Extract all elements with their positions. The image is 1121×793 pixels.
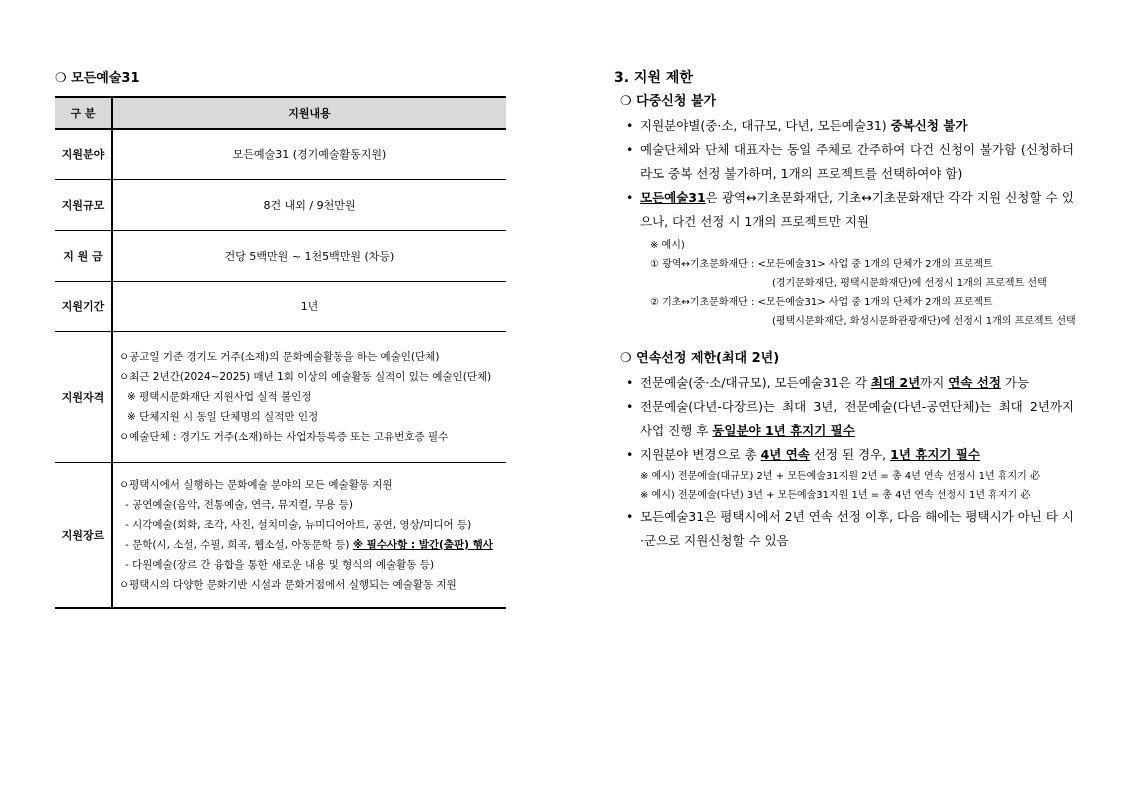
genre-list <box>112 462 506 608</box>
bullet-emphasis: 중복신청 불가 <box>890 118 968 133</box>
subsection-consecutive-limit: ❍ 연속선정 제한(최대 2년) <box>620 351 780 366</box>
note-line: ② 기초↔기초문화재단 : <모든예술31> 사업 중 1개의 단체가 2개의 프로젝트 <box>650 297 993 308</box>
bullet-emphasis: 연속 선정 <box>948 375 1001 390</box>
bullet-item <box>614 114 1074 138</box>
table-row <box>55 230 506 281</box>
genre-line: ㅇ평택시에서 실행하는 문화예술 분야의 모든 예술활동 지원 <box>119 478 393 491</box>
qual-line: ※ 평택시문화재단 지원사업 실적 불인정 <box>127 390 312 403</box>
note-line: ※ 예시) 전문예술(대규모) 2년 + 모든예술31지원 2년 = 총 4년 연속 선정시 1년 휴지기 必 <box>640 471 1040 482</box>
table-header-row <box>55 97 506 129</box>
bullet-emphasis: 모든예술31 <box>640 190 706 205</box>
bullet-item: • 모든예술31은 평택시에서 2년 연속 선정 이후, 다음 해에는 평택시가 아닌 타 시·군으로 지원신청할 수 있음 <box>614 505 1074 553</box>
row-label: 지원분야 <box>55 129 112 179</box>
table-row-qualification <box>55 331 506 462</box>
required-note: ※ 필수사항 : 발간(출판) 행사 <box>352 538 493 551</box>
genre-line: - 다원예술(장르 간 융합을 통한 새로운 내용 및 형식의 예술활동 등) <box>125 558 435 571</box>
genre-line-literature <box>119 535 506 555</box>
note-line: ※ 예시) 전문예술(다년) 3년 + 모든예술31지원 1년 = 총 4년 연속 선정시 1년 휴지기 必 <box>640 490 1031 501</box>
bullet-text: 가능 <box>1000 375 1030 390</box>
bullet-text: 지원분야별(중·소, 대규모, 다년, 모든예술31) <box>640 118 891 133</box>
qual-line: ㅇ공고일 기준 경기도 거주(소재)의 문화예술활동을 하는 예술인(단체) <box>119 350 440 363</box>
genre-line: - 시각예술(회화, 조각, 사진, 설치미술, 뉴미디어아트, 공연, 영상/미디어 등) <box>125 518 472 531</box>
bullet-item: • 예술단체와 단체 대표자는 동일 주체로 간주하여 다건 신청이 불가함 (신청하더라도 중복 선정 불가하며, 1개의 프로젝트를 선택하여야 함) <box>614 138 1074 186</box>
genre-line: - 공연예술(음악, 전통예술, 연극, 뮤지컬, 무용 등) <box>125 498 353 511</box>
row-value: 모든예술31 (경기예술활동지원) <box>112 129 506 179</box>
bullet-text: 은 광역↔기초문화재단, 기초↔기초문화재단 각각 지원 신청할 수 있으나, 다건 선정 시 1개의 프로젝트만 지원 <box>640 190 1074 229</box>
subsection-multiple-application: ❍ 다중신청 불가 <box>620 94 717 109</box>
row-label: 지원장르 <box>55 462 112 608</box>
table-row <box>55 129 506 179</box>
row-label: 지원자격 <box>55 331 112 462</box>
bullet-text: 까지 <box>920 375 949 390</box>
section-title-all-arts: ❍ 모든예술31 <box>55 71 140 86</box>
bullet-emphasis: 최대 2년 <box>870 375 921 390</box>
bullet-emphasis: 1년 휴지기 필수 <box>890 447 980 462</box>
bullet-item <box>614 186 1074 234</box>
qualification-list <box>112 331 506 462</box>
left-column <box>55 68 506 609</box>
example-notes <box>614 236 1074 331</box>
qual-line: ※ 단체지원 시 동일 단체명의 실적만 인정 <box>127 410 319 423</box>
literature-text: - 문학(시, 소설, 수필, 희곡, 웹소설, 아동문학 등) <box>125 538 353 551</box>
support-table <box>55 96 506 609</box>
table-row-genre <box>55 462 506 608</box>
note-line: (경기문화재단, 평택시문화재단)에 선정시 1개의 프로젝트 선택 <box>772 278 1047 289</box>
row-value: 8건 내외 / 9천만원 <box>112 179 506 230</box>
bullet-text: 전문예술(중·소/대규모), 모든예술31은 각 <box>640 375 871 390</box>
note-line: (평택시문화재단, 화성시문화관광재단)에 선정시 1개의 프로젝트 선택 <box>772 316 1076 327</box>
table-row <box>55 179 506 230</box>
bullet-item <box>614 395 1074 443</box>
bullet-text: 선정 된 경우, <box>809 447 891 462</box>
row-label: 지 원 금 <box>55 230 112 281</box>
section-heading-restrictions: 3. 지원 제한 <box>614 70 693 86</box>
qual-line: ㅇ최근 2년간(2024~2025) 매년 1회 이상의 예술활동 실적이 있는 예술인(단체) <box>119 370 492 383</box>
genre-line: ㅇ평택시의 다양한 문화기반 시설과 문화거점에서 실행되는 예술활동 지원 <box>119 578 457 591</box>
qual-line: ㅇ예술단체 : 경기도 거주(소재)하는 사업자등록증 또는 고유번호증 필수 <box>119 430 449 443</box>
row-label: 지원규모 <box>55 179 112 230</box>
table-row <box>55 281 506 331</box>
bullet-emphasis: 동일분야 1년 휴지기 필수 <box>712 423 855 438</box>
header-content: 지원내용 <box>112 97 506 129</box>
bullet-emphasis: 4년 연속 <box>760 447 810 462</box>
bullet-item <box>614 443 1074 467</box>
example-notes <box>614 467 1074 505</box>
bullet-item <box>614 371 1074 395</box>
right-column <box>614 66 1074 553</box>
row-label: 지원기간 <box>55 281 112 331</box>
bullet-text: 지원분야 변경으로 총 <box>640 447 761 462</box>
note-line: ① 광역↔기초문화재단 : <모든예술31> 사업 중 1개의 단체가 2개의 프로젝트 <box>650 259 993 270</box>
bullet-text: 전문예술(다년-다장르)는 최대 3년, 전문예술(다년-공연단체)는 최대 2년까지 사업 진행 후 <box>640 399 1074 438</box>
header-category: 구 분 <box>55 97 112 129</box>
row-value: 1년 <box>112 281 506 331</box>
row-value: 건당 5백만원 ~ 1천5백만원 (차등) <box>112 230 506 281</box>
note-line: ※ 예시) <box>650 240 685 251</box>
